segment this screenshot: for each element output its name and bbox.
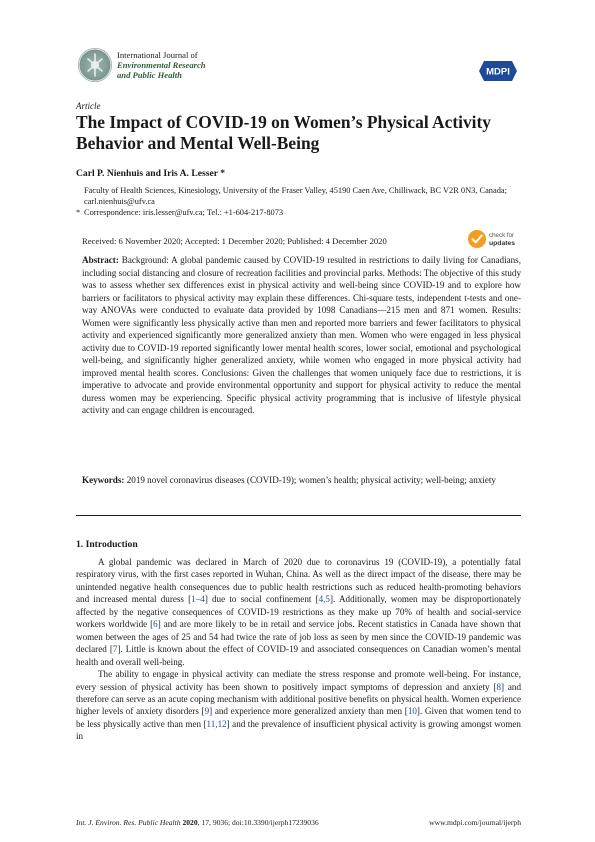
citation-link[interactable]: 11,12 xyxy=(206,718,227,729)
paragraph-text: ] and therefore can serve as an acute coping mechanism with additional positive benefits on physical health. Women experience higher levels of anxiety disorders [ xyxy=(76,681,521,717)
author-list: Carl P. Nienhuis and Iris A. Lesser * xyxy=(76,168,225,179)
keywords xyxy=(82,474,521,487)
correspondence-text: Correspondence: iris.lesser@ufv.ca; Tel.: +1-604-217-8073 xyxy=(84,208,284,217)
affiliations xyxy=(76,185,521,218)
paragraph-text: ] due to social confinement [ xyxy=(204,594,319,605)
paragraph-text: ] and the prevalence of insufficient physical activity is growing amongst women in xyxy=(76,718,521,742)
publisher-name: MDPI xyxy=(486,66,510,78)
footer-journal: Int. J. Environ. Res. Public Health xyxy=(76,818,181,827)
citation-link[interactable]: 6 xyxy=(153,619,158,630)
footer-doi: , 17, 9036; doi:10.3390/ijerph17239036 xyxy=(197,818,319,827)
paragraph-text: ] and are more likely to be in retail and service jobs. Recent statistics in Canada have shown that women between the ages of 25 and 54 had twice the rate of job loss as seen by men since the COVID-19 pandemic was declared [ xyxy=(76,619,521,655)
check-updates-badge[interactable] xyxy=(467,228,525,255)
affiliation-text: Faculty of Health Sciences, Kinesiology, University of the Fraser Valley, 45190 Caen Ave, Chilliwack, BC V2R 0N3, Canada; carl.nienhuis@ufv.ca xyxy=(84,186,507,206)
publication-dates: Received: 6 November 2020; Accepted: 1 December 2020; Published: 4 December 2020 xyxy=(82,236,387,246)
paragraph-text: A global pandemic was declared in March of 2020 due to coronavirus 19 (COVID-19), a potentially fatal respiratory virus, with the first cases reported in Wuhan, China. As well as the direct impact of the disease, there may be unintended negative health consequences due to public health restrictions such as reduced health-promoting behaviors and increased mental duress [ xyxy=(76,557,521,605)
journal-name-line1: International Journal of xyxy=(117,50,198,60)
journal-name-line3: and Public Health xyxy=(117,70,182,80)
footer-year: 2020 xyxy=(182,818,198,827)
mdpi-logo-icon xyxy=(478,60,518,87)
paragraph-text: ]. Given that women tend to be less physically active than men [ xyxy=(76,706,521,729)
journal-name-line2: Environmental Research xyxy=(117,60,206,70)
citation-link[interactable]: 7 xyxy=(112,644,118,655)
citation-link[interactable]: 4,5 xyxy=(318,594,330,605)
article-type: Article xyxy=(76,101,101,111)
citation-link[interactable]: 1–4 xyxy=(191,594,205,605)
footer-url[interactable]: www.mdpi.com/journal/ijerph xyxy=(429,818,521,827)
citation-link[interactable]: 10 xyxy=(407,706,417,717)
abstract-label: Abstract: xyxy=(82,255,119,265)
paragraph-text: The ability to engage in physical activity can mediate the stress response and promote well-being. For instance, every session of physical activity has been shown to positively impact symptoms of depression and anxiety [ xyxy=(76,669,521,692)
citation-link[interactable]: 9 xyxy=(204,706,210,717)
paragraph-text: ] and experience more generalized anxiety than men [ xyxy=(209,706,408,717)
check-updates-icon xyxy=(467,228,525,250)
check-updates-line1: check for xyxy=(489,232,515,239)
paragraph xyxy=(76,556,521,668)
paragraph xyxy=(76,668,521,743)
footer-citation xyxy=(76,818,319,827)
journal-logo-icon xyxy=(78,48,112,82)
paragraph-text: ]. Additionally, women may be disproportionately affected by the negative consequences of COVID-19 restrictions as they make up 70% of health and social-service workers worldwide [ xyxy=(76,594,521,630)
correspondence-marker: * xyxy=(76,208,81,217)
section-divider xyxy=(76,515,521,516)
article-title: The Impact of COVID-19 on Women’s Physical Activity Behavior and Mental Well-Being xyxy=(76,112,491,153)
citation-link[interactable]: 8 xyxy=(496,681,501,692)
section-heading: 1. Introduction xyxy=(76,539,138,550)
keywords-text: 2019 novel coronavirus diseases (COVID-19); women’s health; physical activity; well-being; anxiety xyxy=(126,475,496,485)
page-footer xyxy=(76,818,521,827)
abstract-text: Background: A global pandemic caused by COVID-19 resulted in restrictions to daily living for Canadians, including social distancing and closure of recreation facilities and provincial parks. Methods: The objective of this study was to assess whether sex differences exist in physical activity and well-being since COVID-19 and to explore how barriers or facilitators to physical activity may explain these differences. Chi-square tests, independent t-tests and one-way ANOVAs were conducted to evaluate data provided by 1098 Canadians—215 men and 871 women. Results: Women were significantly less physically active than men and reported more barriers and fewer facilitators to physical activity and experienced significantly more generalized anxiety than men. Women who were engaged in less physical activity due to COVID-19 reported significantly lower mental health scores, lower social, emotional and psychological well-being, and significantly higher generalized anxiety, while women who engaged in more physical activity had improved mental health scores. Conclusions: Given the challenges that women uniquely face due to restrictions, it is imperative to advocate and provide environmental opportunity and support for physical activity to reduce the mental duress women may be experiencing. Specific physical activity programming that is inclusive of lifestyle physical activity and can engage children is encouraged. xyxy=(82,255,521,415)
section-body xyxy=(76,556,521,743)
paragraph-text: ]. Little is known about the effect of COVID-19 and associated consequences on Canadian women’s mental health and overall well-being. xyxy=(76,644,521,667)
keywords-label: Keywords: xyxy=(82,475,125,485)
check-updates-line2: updates xyxy=(489,240,516,247)
journal-name xyxy=(117,50,206,80)
abstract xyxy=(82,254,521,417)
